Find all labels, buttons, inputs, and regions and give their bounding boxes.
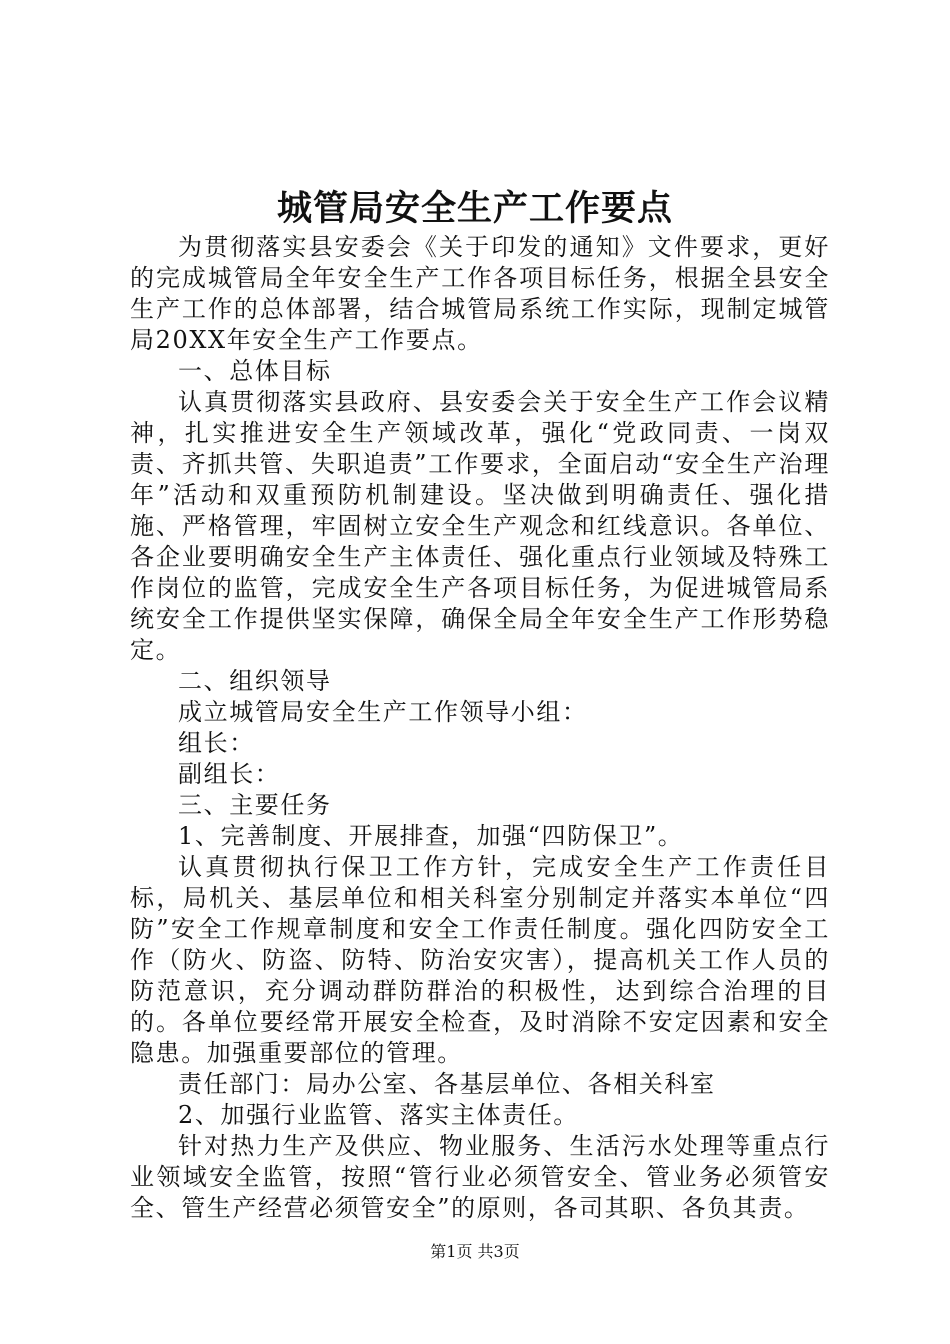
paragraph-group-leader: 组长： (178, 729, 255, 757)
paragraph-overall-goal: 认真贯彻落实县政府、县安委会关于安全生产工作会议精神，扎实推进安全生产领域改革，强化“党政同责、一岗双责、齐抓共管、失职追责”工作要求，全面启动“安全生产治理年”活动和双重预防机制建设。坚决做到明确责任、强化措施、严格管理，牢固树立安全生产观念和红线意识。各单位、各企业要明确安全生产主体责任、强化重点行业领域及特殊工作岗位的监管，完成安全生产各项目标任务，为促进城管局系统安全工作提供坚实保障，确保全局全年安全生产工作形势稳定。 (130, 388, 830, 664)
section-heading-organization: 二、组织领导 (178, 667, 332, 695)
page-footer: 第1页 共3页 (430, 1242, 520, 1261)
paragraph-leading-group: 成立城管局安全生产工作领导小组： (178, 698, 588, 726)
paragraph-task-2: 针对热力生产及供应、物业服务、生活污水处理等重点行业领域安全监管，按照“管行业必须管安全、管业务必须管安全、管生产经营必须管安全”的原则，各司其职、各负其责。 (130, 1132, 830, 1222)
paragraph-responsible-departments: 责任部门：局办公室、各基层单位、各相关科室 (178, 1070, 716, 1098)
task-heading-1: 1、完善制度、开展排查，加强“四防保卫”。 (178, 822, 684, 850)
document-body (130, 232, 830, 1224)
section-heading-main-tasks: 三、主要任务 (178, 791, 332, 819)
document-title: 城管局安全生产工作要点 (276, 188, 673, 229)
paragraph-task-1: 认真贯彻执行保卫工作方针，完成安全生产工作责任目标，局机关、基层单位和相关科室分别制定并落实本单位“四防”安全工作规章制度和安全工作责任制度。强化四防安全工作（防火、防盗、防特、防治安灾害），提高机关工作人员的防范意识，充分调动群防群治的积极性，达到综合治理的目的。各单位要经常开展安全检查，及时消除不安定因素和安全隐患。加强重要部位的管理。 (130, 853, 830, 1067)
section-heading-overall-goal: 一、总体目标 (178, 357, 332, 385)
paragraph-deputy-leader: 副组长： (178, 760, 281, 788)
task-heading-2: 2、加强行业监管、落实主体责任。 (178, 1101, 579, 1129)
paragraph-intro: 为贯彻落实县安委会《关于印发的通知》文件要求，更好的完成城管局全年安全生产工作各项目标任务，根据全县安全生产工作的总体部署，结合城管局系统工作实际，现制定城管局20XX年安全生产工作要点。 (130, 233, 830, 354)
